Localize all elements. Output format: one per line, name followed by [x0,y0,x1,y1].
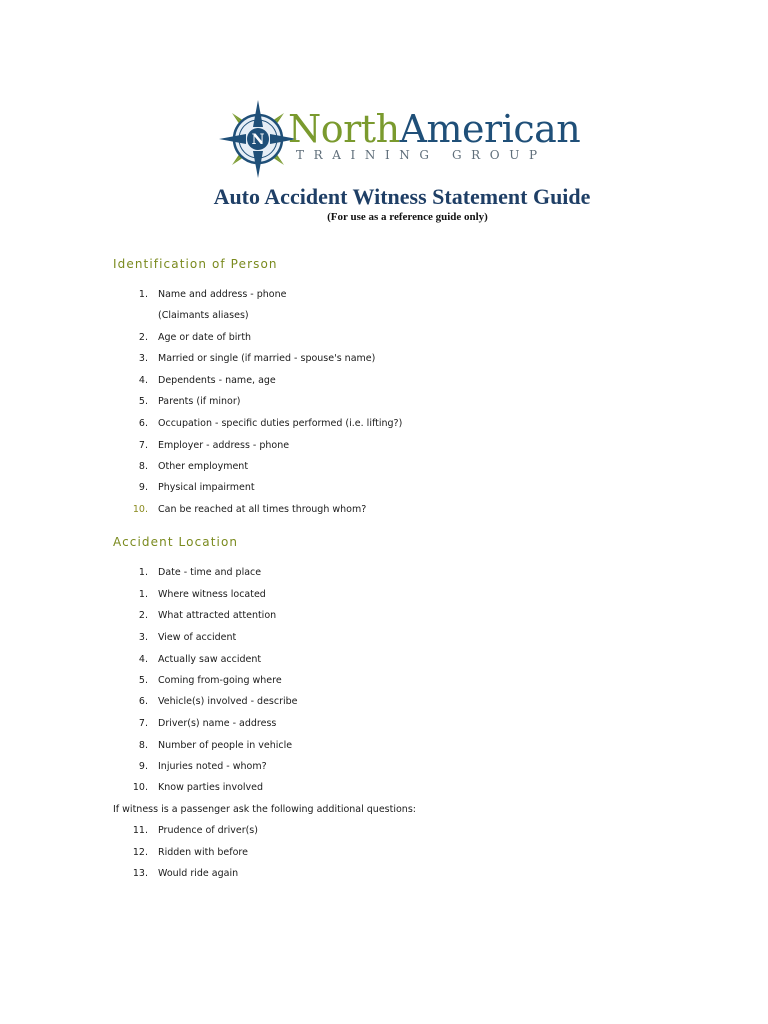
passenger-note: If witness is a passenger ask the following additional questions: [113,804,416,815]
item-number: 11. [132,825,148,836]
document-title: Auto Accident Witness Statement Guide [213,184,591,209]
item-text: Other employment [158,461,249,472]
item-text: Know parties involved [158,782,264,793]
item-text: Can be reached at all times through whom? [158,504,367,515]
item-text: What attracted attention [158,610,277,621]
item-number: 1. [138,289,148,300]
item-number: 4. [138,654,148,665]
item-number: 7. [138,718,148,729]
item-text: Prudence of driver(s) [158,825,258,836]
item-number: 1. [138,567,148,578]
item-text: Parents (if minor) [158,396,241,407]
item-text: Coming from-going where [158,675,282,686]
item-number: 12. [132,847,148,858]
item-text: Date - time and place [158,567,262,578]
item-number: 8. [138,461,148,472]
brand-north: North [288,107,400,151]
item-number: 9. [138,761,148,772]
item-text: Ridden with before [158,847,248,858]
item-number: 3. [138,353,148,364]
item-text: Where witness located [158,589,266,600]
item-text: Employer - address - phone [158,440,290,451]
compass-letter: N [251,132,265,148]
item-number: 5. [138,396,148,407]
item-number: 7. [138,440,148,451]
document-subtitle: (For use as a reference guide only) [327,211,488,223]
brand-name [288,107,580,151]
item-number: 10. [132,782,148,793]
item-number: 1. [138,589,148,600]
item-text: Age or date of birth [158,332,252,343]
item-text: Driver(s) name - address [158,718,277,729]
item-number: 13. [132,868,148,879]
item-text: Would ride again [158,868,239,879]
brand-american: American [399,107,581,151]
item-number: 6. [138,418,148,429]
item-text: Physical impairment [158,482,255,493]
item-text: Vehicle(s) involved - describe [158,696,298,707]
item-text: Name and address - phone [158,289,287,300]
item-number: 2. [138,332,148,343]
brand-tagline: TRAINING GROUP [296,148,547,162]
item-number: 10. [132,504,148,515]
item-number: 6. [138,696,148,707]
item-text: Actually saw accident [158,654,262,665]
section-heading-identification: Identification of Person [113,257,278,271]
item-text: Dependents - name, age [158,375,276,386]
item-number: 9. [138,482,148,493]
item-text: Occupation - specific duties performed (i.e. lifting?) [158,418,403,429]
item-number: 5. [138,675,148,686]
compass-logo-icon [218,99,298,179]
item-text: Injuries noted - whom? [158,761,267,772]
item-number: 3. [138,632,148,643]
item-number: 4. [138,375,148,386]
item-text: Married or single (if married - spouse's name) [158,353,376,364]
item-text: View of accident [158,632,237,643]
item-text: (Claimants aliases) [158,310,249,321]
item-number: 2. [138,610,148,621]
section-heading-accident-location: Accident Location [113,535,239,549]
item-number: 8. [138,740,148,751]
item-text: Number of people in vehicle [158,740,293,751]
company-logo [218,99,581,179]
